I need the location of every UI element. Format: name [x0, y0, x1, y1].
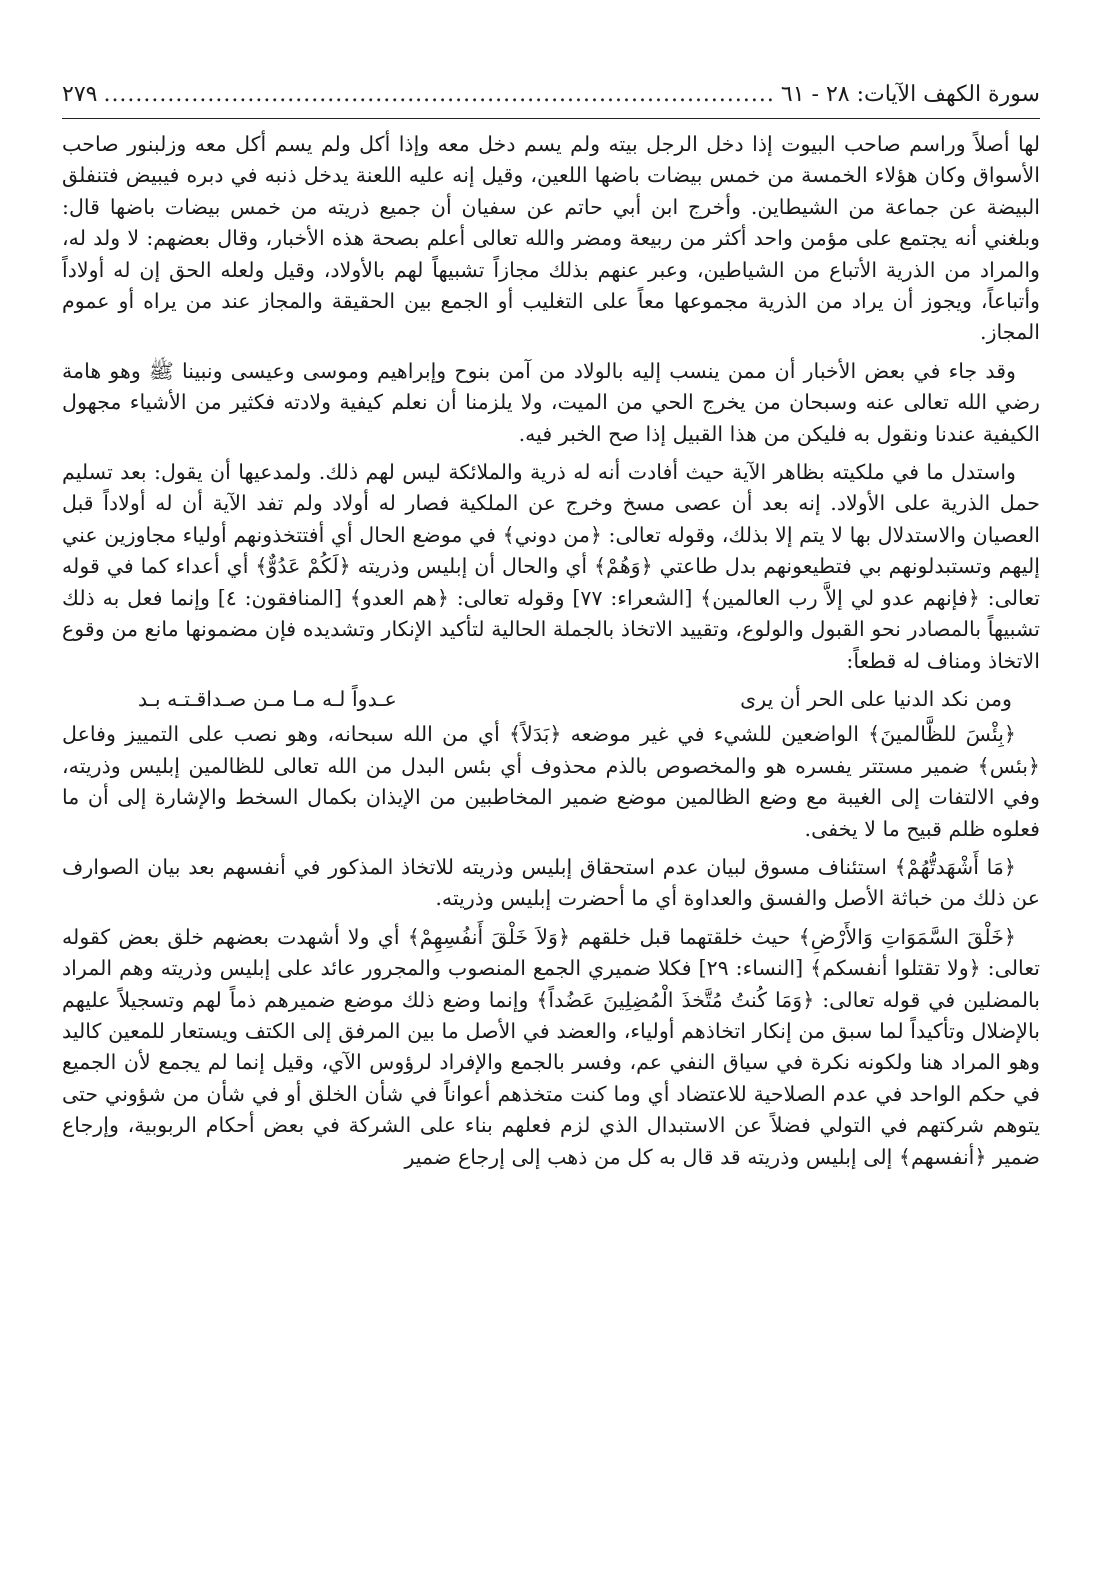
surah-title: سورة الكهف الآيات: ٢٨ - ٦١: [780, 82, 1040, 107]
paragraph-3: واستدل ما في ملكيته بظاهر الآية حيث أفادت أنه له ذرية والملائكة ليس لهم ذلك. ولمدعيها أن يقول: بعد تسليم حمل الذرية على الأولاد. إنه بعد أن عصى مسخ وخرج عن الملكية فصار له أولاد ولم تفد الآية أن له أولاداً قبل العصيان والاستدلال بها لا يتم إلا بذلك، وقوله تعالى: ﴿من دوني﴾ في موضع الحال أي أفتتخذونهم أولياء مجاوزين عني إليهم وتستبدلونهم بي فتطيعونهم بدل طاعتي ﴿وَهُمْ﴾ أي والحال أن إبليس وذريته ﴿لَكُمْ عَدُوٌّ﴾ أي أعداء كما في قوله تعالى: ﴿فإنهم عدو لي إلاَّ رب العالمين﴾ [الشعراء: ٧٧] وقوله تعالى: ﴿هم العدو﴾ [المنافقون: ٤] وإنما فعل به ذلك تشبيهاً بالمصادر نحو القبول والولوع، وتقييد الاتخاذ بالجملة الحالية لتأكيد الإنكار وتشديده فإن مضمونها مانع من وقوع الاتخاذ ومناف له قطعاً:: [62, 460, 1040, 673]
paragraph-4: ﴿بِئْسَ للظَّالمينَ﴾ الواضعين للشيء في غير موضعه ﴿بَدَلاً﴾ أي من الله سبحانه، وهو نصب على التمييز وفاعل ﴿بئس﴾ ضمير مستتر يفسره هو والمخصوص بالذم محذوف أي بئس البدل من الله تعالى للظالمين إبليس وذريته، وفي الالتفات إلى الغيبة مع وضع الظالمين موضع ضمير المخاطبين من الإيذان بكمال السخط والإشارة إلى أن ما فعلوه ظلم قبيح ما لا يخفى.: [62, 722, 1040, 841]
paragraph-2: وقد جاء في بعض الأخبار أن ممن ينسب إليه بالولاد من آمن بنوح وإبراهيم وموسى وعيسى ونبينا ﷺ وهو هامة رضي الله تعالى عنه وسبحان من يخرج الحي من الميت، ولا يلزمنا أن نعلم كيفية ولادته فكثير من الأشياء مجهول الكيفية عندنا ونقول به فليكن من هذا القبيل إذا صح الخبر فيه.: [62, 358, 1040, 446]
running-header: [62, 82, 1040, 119]
verse-second-hemistich: عـدواً لـه مـا مـن صـداقـتـه بـد: [138, 686, 397, 711]
leader-dots: [103, 82, 774, 107]
paragraph-5: ﴿مَا أَشْهَدتُّهُمْ﴾ استئناف مسوق لبيان عدم استحقاق إبليس وذريته للاتخاذ المذكور في أنفسهم بعد بيان الصوارف عن ذلك من خباثة الأصل والفسق والعداوة أي ما أحضرت إبليس وذريته.: [62, 854, 1040, 911]
paragraph-6: ﴿خَلْقَ السَّمَوَاتِ وَالأَرْضِ﴾ حيث خلقتهما قبل خلقهم ﴿وَلاَ خَلْقَ أَنفُسِهِمْ﴾ أي ولا أشهدت بعضهم خلق بعض كقوله تعالى: ﴿ولا تقتلوا أنفسكم﴾ [النساء: ٢٩] فكلا ضميري الجمع المنصوب والمجرور عائد على إبليس وذريته وهم المراد بالمضلين في قوله تعالى: ﴿وَمَا كُنتُ مُتَّخذَ الْمُضِلِينَ عَضُداً﴾ وإنما وضع ذلك موضع ضميرهم ذماً لهم وتسجيلاً عليهم بالإضلال وتأكيداً لما سبق من إنكار اتخاذهم أولياء، والعضد في الأصل ما بين المرفق إلى الكتف ويستعار للمعين كاليد وهو المراد هنا ولكونه نكرة في سياق النفي عم، وفسر بالجمع والإفراد لرؤوس الآي، وقيل إنما لم يجمع لأن الجميع في حكم الواحد في عدم الصلاحية للاعتضاد أي وما كنت متخذهم أعواناً في شأن الخلق أو في شأن من شؤوني حتى يتوهم شركتهم في التولي فضلاً عن الاستبدال الذي لزم فعلهم بناء على الشركة في بعض أحكام الربوبية، وإرجاع ضمير ﴿أنفسهم﴾ إلى إبليس وذريته قد قال به كل من ذهب إلى إرجاع ضمير: [62, 924, 1041, 1169]
page: [62, 82, 1040, 1180]
page-number: ٢٧٩: [62, 82, 98, 107]
page-body: [62, 129, 1040, 1173]
verse-first-hemistich: ومن نكد الدنيا على الحر أن يرى: [740, 686, 1012, 711]
poetry-verse: [62, 684, 1040, 715]
paragraph-1: لها أصلاً وراسم صاحب البيوت إذا دخل الرجل بيته ولم يسم دخل معه وإذا أكل ولم يسم أكل معه وزلبنور صاحب الأسواق وكان هؤلاء الخمسة من خمس بيضات باضها اللعين، وقيل إنه عليه اللعنة يدخل ذنبه في دبره فيبيض فتنفلق البيضة عن جماعة من الشيطاين. وأخرج ابن أبي حاتم عن سفيان أن جميع ذريته من خمس بيضات باضها قال: وبلغني أنه يجتمع على مؤمن واحد أكثر من ربيعة ومضر والله تعالى أعلم بصحة هذه الأخبار، وقال بعضهم: لا ولد له، والمراد من الذرية الأتباع من الشياطين، وعبر عنهم بذلك مجازاً تشبيهاً لهم بالأولاد، وقيل ولعله الحق إن له أولاداً وأتباعاً، ويجوز أن يراد من الذرية مجموعها معاً على التغليب أو الجمع بين الحقيقة والمجاز عند من يراه أو عموم المجاز.: [62, 132, 1040, 345]
